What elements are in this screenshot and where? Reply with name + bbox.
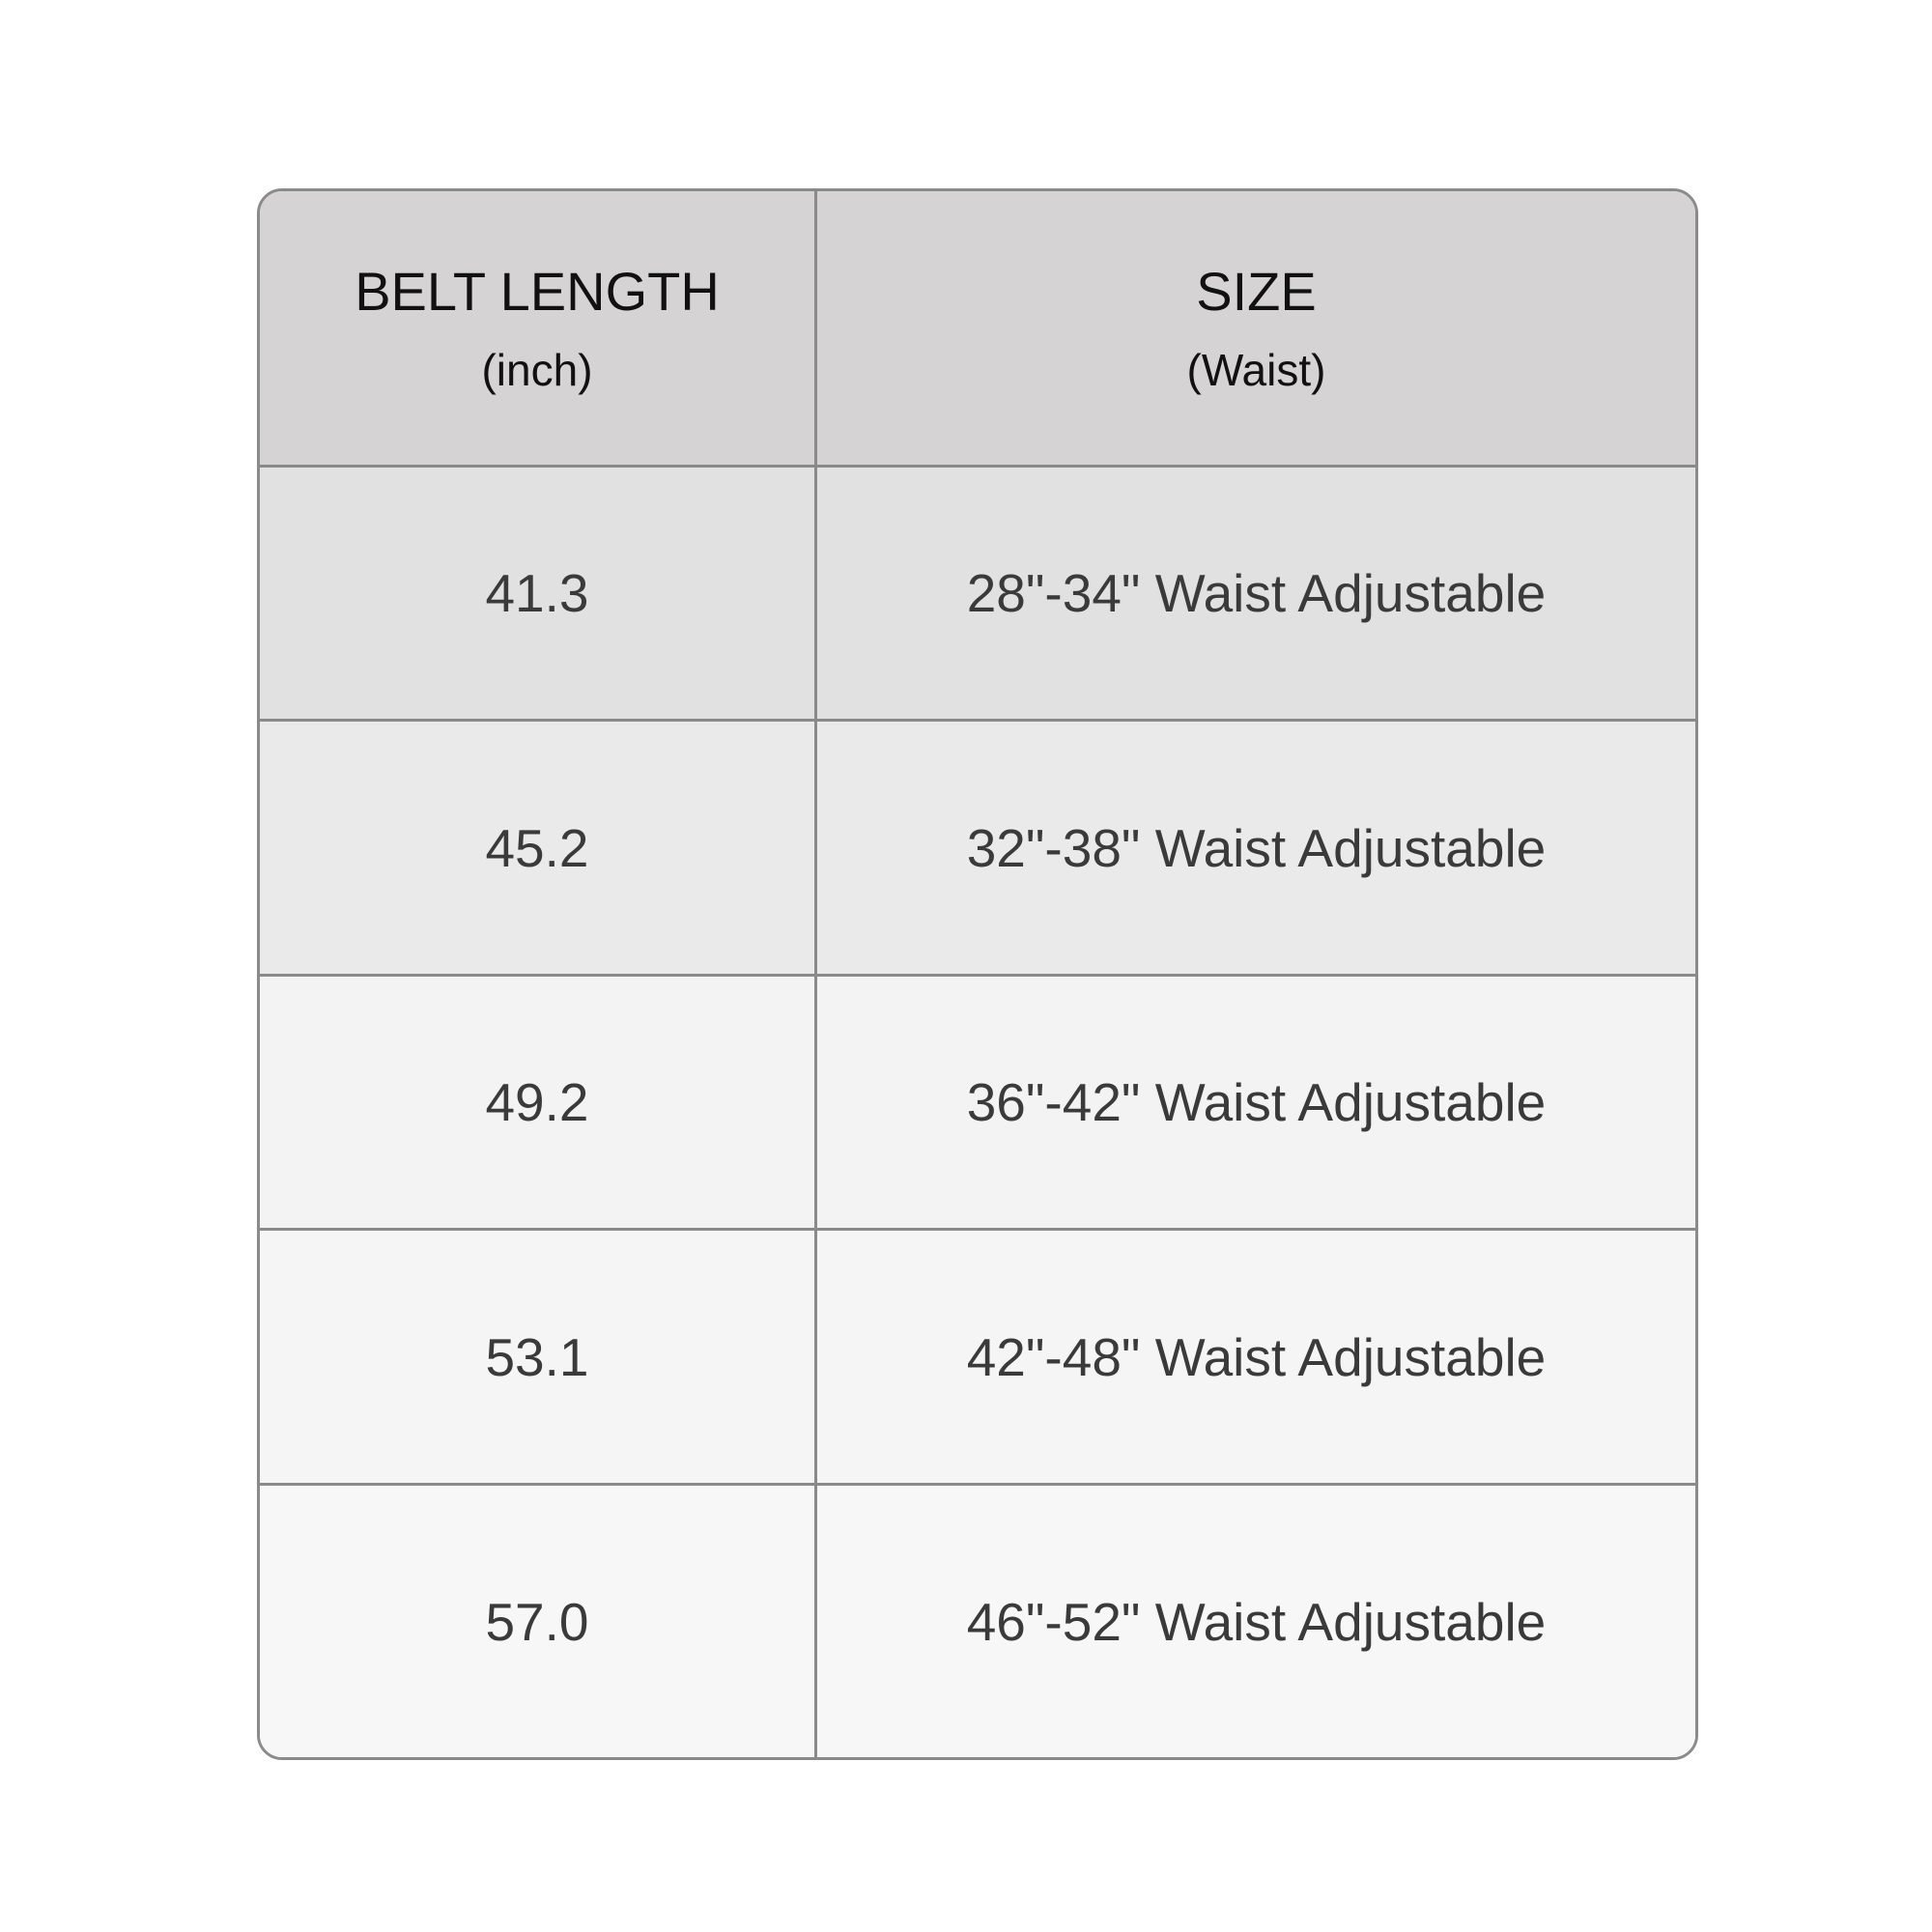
length-value: 57.0 — [485, 1591, 589, 1652]
length-value: 41.3 — [485, 563, 589, 623]
length-cell — [260, 722, 817, 974]
header-subtitle: (inch) — [481, 345, 593, 395]
length-value: 45.2 — [485, 817, 589, 878]
length-value: 49.2 — [485, 1072, 589, 1132]
size-chart-table — [257, 188, 1698, 1760]
length-cell — [260, 468, 817, 719]
table-row — [260, 977, 1695, 1231]
size-value: 28"-34" Waist Adjustable — [966, 563, 1547, 623]
table-row — [260, 1231, 1695, 1486]
header-size — [817, 191, 1695, 465]
size-value: 32"-38" Waist Adjustable — [966, 817, 1547, 878]
table-row — [260, 1486, 1695, 1757]
length-cell — [260, 1486, 817, 1757]
table-header — [260, 191, 1695, 468]
size-cell — [817, 468, 1695, 719]
length-cell — [260, 1231, 817, 1483]
size-cell — [817, 1486, 1695, 1757]
length-value: 53.1 — [485, 1326, 589, 1387]
size-cell — [817, 977, 1695, 1228]
table-row — [260, 722, 1695, 977]
header-belt-length — [260, 191, 817, 465]
size-value: 46"-52" Waist Adjustable — [966, 1591, 1547, 1652]
table-row — [260, 468, 1695, 722]
length-cell — [260, 977, 817, 1228]
header-title: BELT LENGTH — [355, 261, 720, 322]
header-subtitle: (Waist) — [1186, 345, 1326, 395]
size-value: 42"-48" Waist Adjustable — [966, 1326, 1547, 1387]
header-title: SIZE — [1196, 261, 1317, 322]
size-value: 36"-42" Waist Adjustable — [966, 1072, 1547, 1132]
size-cell — [817, 1231, 1695, 1483]
size-cell — [817, 722, 1695, 974]
